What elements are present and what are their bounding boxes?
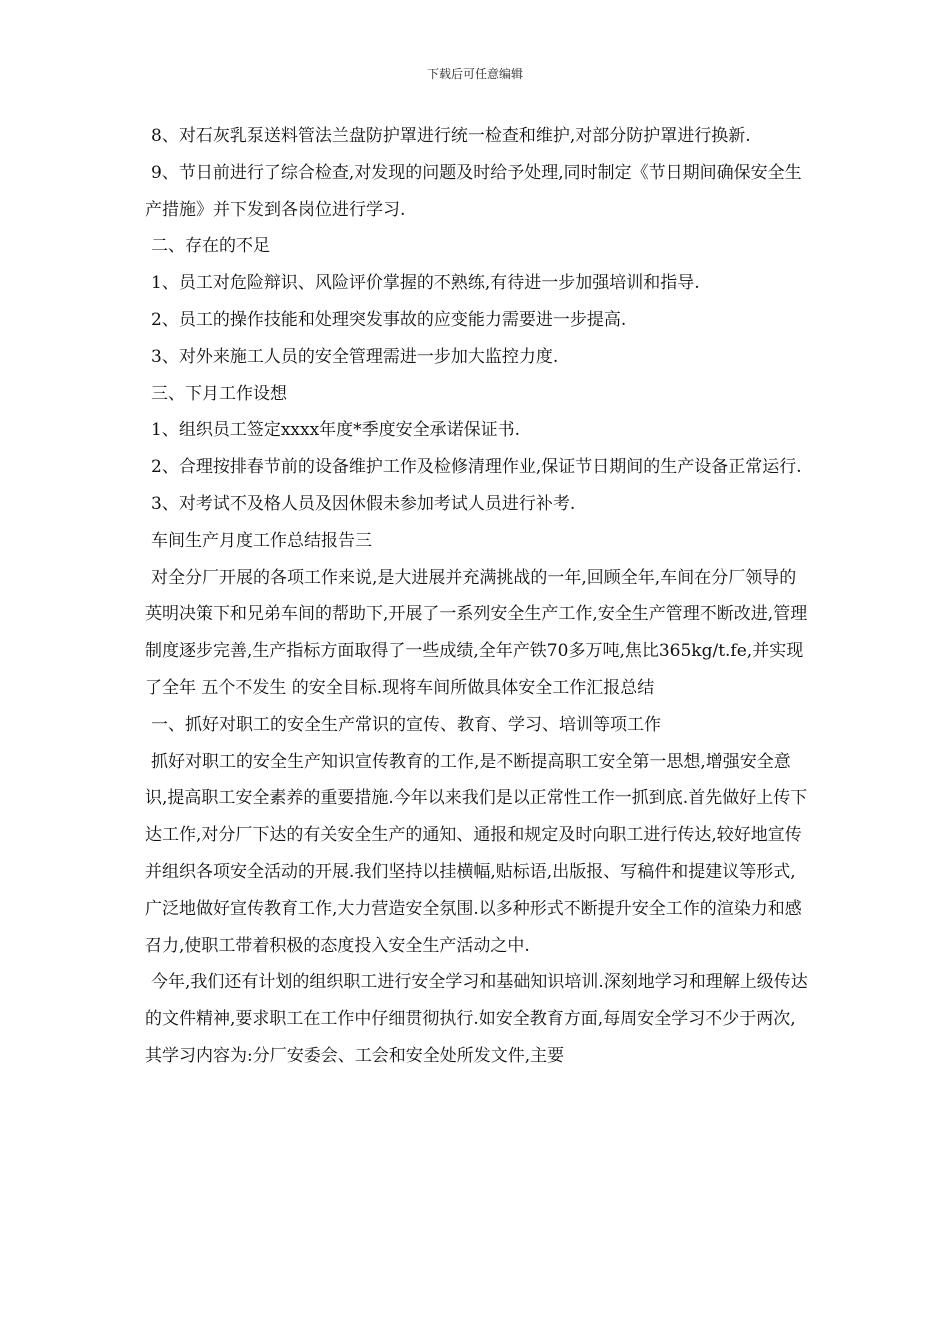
paragraph-plan-2: 2、合理按排春节前的设备维护工作及检修清理作业,保证节日期间的生产设备正常运行. xyxy=(151,457,802,478)
report-title-three: 车间生产月度工作总结报告三 xyxy=(151,530,372,551)
paragraph-item-9: 9、节日前进行了综合检查,对发现的问题及时给予处理,同时制定《节日期间确保安全生产措施》并下发到各岗位进行学习. xyxy=(145,162,802,220)
page-header: 下载后可任意编辑 xyxy=(426,67,523,81)
document-body xyxy=(145,118,810,1075)
paragraph-training-publicity: 抓好对职工的安全生产知识宣传教育的工作,是不断提高职工安全第一思想,增强安全意识,提高职工安全素养的重要措施.今年以来我们是以正常性工作一抓到底.首先做好上传下达工作,对分厂下达的有关安全生产的通知、通报和规定及时向职工进行传达,较好地宣传并组织各项安全活动的开展.我们坚持以挂横幅,贴标语,出版报、写稿件和提建议等形式,广泛地做好宣传教育工作,大力营造安全氛围.以多种形式不断提升安全工作的渲染力和感召力,使职工带着积极的态度投入安全生产活动之中. xyxy=(145,751,808,956)
paragraph-shortcoming-3: 3、对外来施工人员的安全管理需进一步加大监控力度. xyxy=(151,346,559,367)
paragraph-training-study: 今年,我们还有计划的组织职工进行安全学习和基础知识培训.深刻地学习和理解上级传达的文件精神,要求职工在工作中仔细贯彻执行.如安全教育方面,每周安全学习不少于两次,其学习内容为:分厂安委会、工会和安全处所发文件,主要 xyxy=(145,972,808,1066)
paragraph-shortcoming-2: 2、员工的操作技能和处理突发事故的应变能力需要进一步提高. xyxy=(151,309,627,330)
paragraph-plan-3: 3、对考试不及格人员及因休假未参加考试人员进行补考. xyxy=(151,493,576,514)
section-heading-next-month: 三、下月工作设想 xyxy=(151,383,287,404)
paragraph-item-8: 8、对石灰乳泵送料管法兰盘防护罩进行统一检查和维护,对部分防护罩进行换新. xyxy=(151,126,751,146)
section-heading-training: 一、抓好对职工的安全生产常识的宣传、教育、学习、培训等项工作 xyxy=(151,714,661,735)
section-heading-shortcomings: 二、存在的不足 xyxy=(151,236,270,257)
paragraph-annual-review: 对全分厂开展的各项工作来说,是大进展并充满挑战的一年,回顾全年,车间在分厂领导的英明决策下和兄弟车间的帮助下,开展了一系列安全生产工作,安全生产管理不断改进,管理制度逐步完善,生产指标方面取得了一些成绩,全年产铁70多万吨,焦比365kg/t.fe,并实现了全年 五个不发生 的安全目标.现将车间所做具体安全工作汇报总结 xyxy=(145,567,808,698)
paragraph-shortcoming-1: 1、员工对危险辩识、风险评价掌握的不熟练,有待进一步加强培训和指导. xyxy=(151,273,700,294)
paragraph-plan-1: 1、组织员工签定xxxx年度*季度安全承诺保证书. xyxy=(151,420,521,441)
